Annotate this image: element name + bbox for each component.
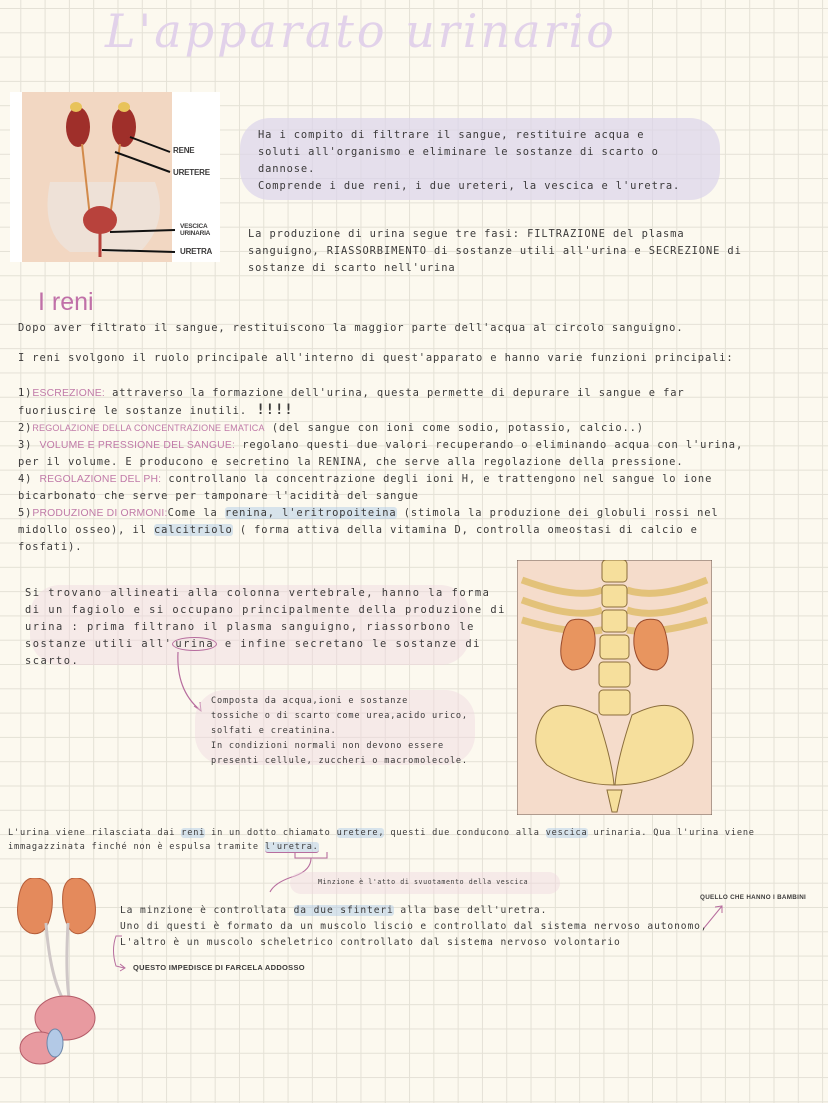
text-span: renina, l'eritropoiteina — [224, 507, 397, 519]
text-span: fuoriuscire le sostanze inutili. — [18, 405, 247, 417]
text-span: 2) — [18, 422, 33, 434]
function-item-cont: fosfati). — [18, 541, 83, 553]
text-span: sostanze utili all' — [25, 638, 173, 650]
text-span: controllano la concentrazione degli ioni H, e trattengono nel sangue lo ione — [161, 473, 713, 485]
location-line — [25, 636, 506, 653]
function-item-cont: per il volume. E producono e secretino la RENINA, che serve alla regolazione della pressione. — [18, 456, 684, 468]
label-rene: RENE — [173, 146, 195, 155]
text-span: 1) — [18, 387, 33, 399]
function-item — [18, 505, 743, 522]
location-line: di un fagiolo e si occupano principalmente della produzione di — [25, 604, 506, 616]
urine-note-line: In condizioni normali non devono essere — [211, 741, 444, 751]
text-span: midollo osseo), il — [18, 524, 154, 536]
section-heading: I reni — [38, 288, 94, 316]
kidneys-skeleton-illustration — [517, 560, 712, 815]
function-item — [18, 385, 743, 402]
page-title: L'apparato urinario — [105, 4, 617, 58]
text-span: REGOLAZIONE DEL PH: — [39, 474, 162, 485]
text-span: immagazzinata finché non è espulsa tramite — [8, 842, 265, 852]
release-line — [8, 840, 755, 854]
label-uretere: URETERE — [173, 168, 210, 177]
phases-line: sostanze di scarto nell'urina — [248, 262, 456, 274]
text-span: VOLUME E PRESSIONE DEL SANGUE: — [39, 440, 236, 451]
function-item — [18, 420, 743, 437]
text-span: e infine secretano le sostanze di — [217, 638, 481, 650]
urine-note-line: solfati e creatinina. — [211, 726, 337, 736]
phases-text — [248, 226, 742, 277]
function-item-cont — [18, 522, 743, 539]
minzione-line: L'altro è un muscolo scheletrico controllato dal sistema nervoso volontario — [120, 937, 621, 948]
urinary-system-illustration — [10, 92, 220, 262]
functions-list — [18, 385, 743, 556]
phases-line: La produzione di urina segue tre fasi: FILTRAZIONE del plasma — [248, 228, 685, 240]
intro-line: soluti all'organismo e eliminare le sostanze di scarto o — [258, 146, 659, 158]
intro-text — [258, 127, 680, 195]
urine-note-line: Composta da acqua,ioni e sostanze — [211, 696, 409, 706]
kidneys-bladder-illustration — [10, 878, 120, 1078]
location-text — [25, 585, 506, 670]
text-span: 5) — [18, 507, 33, 519]
text-span: La minzione è controllata — [120, 905, 294, 916]
note-control: QUESTO IMPEDISCE DI FARCELA ADDOSSO — [133, 963, 305, 972]
minzione-line — [120, 903, 707, 919]
text-span: in un dotto chiamato — [205, 828, 337, 838]
text-span: vescica — [545, 828, 588, 838]
text-span: 3) — [18, 439, 40, 451]
text-span: regolano questi due valori recuperando o eliminando acqua con l'urina, — [235, 439, 744, 451]
text-span: da due sfinteri — [293, 905, 394, 916]
location-line: scarto. — [25, 655, 80, 667]
label-vescica: VESCICA URINARIA — [180, 223, 211, 237]
text-span: (del sangue con ioni come sodio, potassio, calcio..) — [264, 422, 644, 434]
text-span: 4) — [18, 473, 40, 485]
minzione-definition: Minzione è l'atto di svuotamento della vescica — [318, 878, 529, 886]
intro-line: Ha i compito di filtrare il sangue, restituire acqua e — [258, 129, 645, 141]
text-span: L'urina viene rilasciata dai — [8, 828, 182, 838]
text-span: uretere, — [336, 828, 385, 838]
text-span: ESCREZIONE: — [32, 388, 105, 399]
text-span: (stimola la produzione dei globuli rossi nel — [396, 507, 719, 519]
paragraph-1: Dopo aver filtrato il sangue, restituiscono la maggior parte dell'acqua al circolo sanguigno. — [18, 322, 684, 334]
minzione-line: Uno di questi è formato da un muscolo liscio e controllato dal sistema nervoso autonomo, — [120, 921, 708, 932]
text-span: PRODUZIONE DI ORMONI: — [32, 508, 168, 519]
text-span: alla base dell'uretra. — [393, 905, 548, 916]
text-span: urina — [172, 637, 217, 651]
location-line: Si trovano allineati alla colonna vertebrale, hanno la forma — [25, 587, 491, 599]
minzione-text — [120, 903, 707, 951]
urine-note-line: presenti cellule, zuccheri o macromolecole. — [211, 756, 468, 766]
release-line — [8, 826, 755, 840]
function-item-cont: bicarbonato che serve per tamponare l'acidità del sangue — [18, 490, 419, 502]
urine-note — [211, 694, 468, 769]
text-span: !!!! — [246, 402, 294, 418]
paragraph-2: I reni svolgono il ruolo principale all'interno di quest'apparato e hanno varie funzioni principali: — [18, 352, 734, 364]
phases-line: sanguigno, RIASSORBIMENTO di sostanze utili all'urina e SECREZIONE di — [248, 245, 742, 257]
intro-line: dannose. — [258, 163, 316, 175]
text-span: calcitriolo — [153, 524, 233, 536]
text-span: reni — [181, 828, 206, 838]
location-line: urina : prima filtrano il plasma sanguigno, riassorbono le — [25, 621, 475, 633]
label-uretra: URETRA — [180, 247, 213, 256]
text-span: ( forma attiva della vitamina D, controlla omeostasi di calcio e — [232, 524, 698, 536]
text-span: questi due conducono alla — [384, 828, 546, 838]
function-item-cont — [18, 402, 743, 420]
text-span: l'uretra. — [264, 842, 319, 852]
text-span: attraverso la formazione dell'urina, questa permette di depurare il sangue e far — [104, 387, 685, 399]
note-children: QUELLO CHE HANNO I BAMBINI — [700, 894, 807, 901]
text-span: Come la — [167, 507, 225, 519]
text-span: urinaria. Qua l'urina viene — [587, 828, 755, 838]
release-text — [8, 826, 755, 854]
text-span: REGOLAZIONE DELLA CONCENTRAZIONE EMATICA — [32, 423, 265, 433]
function-item — [18, 471, 743, 488]
intro-line: Comprende i due reni, i due ureteri, la vescica e l'uretra. — [258, 180, 681, 192]
function-item — [18, 437, 743, 454]
urine-note-line: tossiche o di scarto come urea,acido urico, — [211, 711, 468, 721]
